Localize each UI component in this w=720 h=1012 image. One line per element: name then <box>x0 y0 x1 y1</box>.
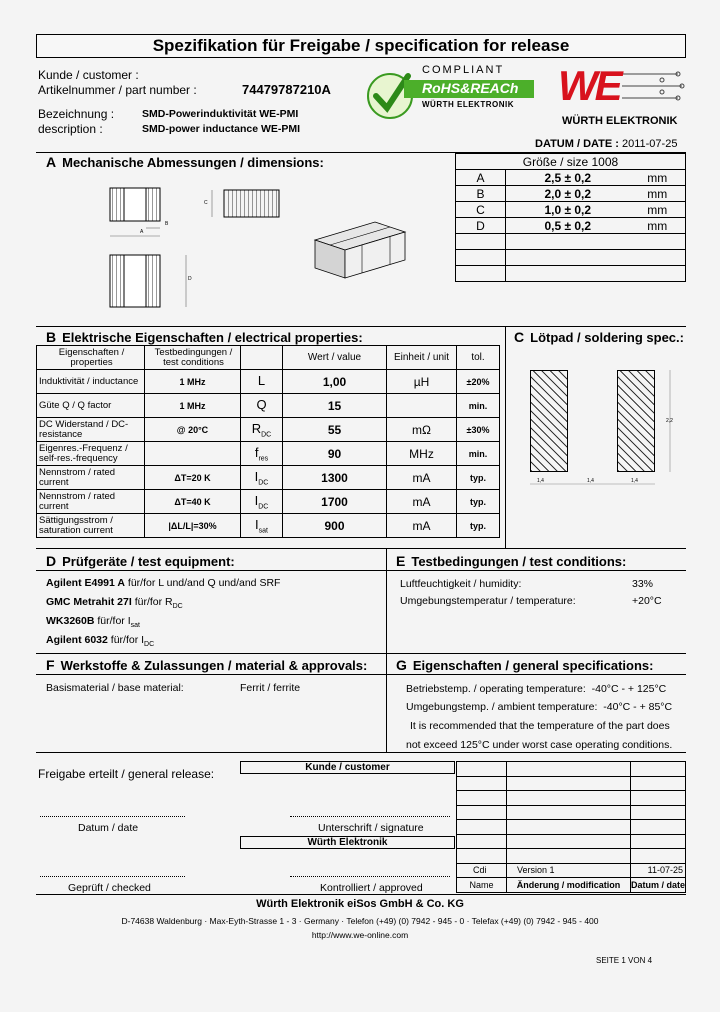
bezeichnung-value: SMD-Powerinduktivität WE-PMI <box>142 108 299 120</box>
divider <box>36 548 686 549</box>
rohs-reach-badge <box>360 64 540 124</box>
list-item <box>46 634 154 648</box>
dim-unit: mm <box>630 170 686 186</box>
pad-dim-3: 1,4 <box>631 478 638 484</box>
device-name: Agilent 6032 <box>46 634 108 646</box>
dim-value: 0,5 ± 0,2 <box>506 218 630 234</box>
page-number: SEITE 1 VON 4 <box>596 956 653 965</box>
tol-cell: min. <box>457 442 500 466</box>
divider <box>36 326 686 327</box>
device-use: für/for I <box>97 615 131 627</box>
temperature-label: Umgebungstemperatur / temperature: <box>400 595 576 607</box>
ambient-temp-label: Umgebungstemp. / ambient temperature: <box>406 701 598 713</box>
operating-temp-value: -40°C - + 125°C <box>591 683 667 695</box>
section-d-letter: D <box>46 553 57 569</box>
divider <box>36 653 686 654</box>
section-d-header <box>46 553 235 569</box>
list-item <box>46 596 183 610</box>
table-row <box>456 170 686 186</box>
cond-cell: 1 MHz <box>145 370 241 394</box>
prop-cell: Sättigungsstrom / saturation current <box>37 514 145 538</box>
ambient-temp <box>406 701 672 713</box>
unit-cell: MHz <box>387 442 457 466</box>
divider <box>386 548 387 752</box>
date-label: DATUM / DATE : <box>535 138 619 150</box>
tol-cell: typ. <box>457 466 500 490</box>
approved-line <box>290 876 450 877</box>
value-cell: 55 <box>283 418 387 442</box>
dim-value: 2,0 ± 0,2 <box>506 186 630 202</box>
pad-dim-4: 2,2 <box>666 418 673 424</box>
signature-line <box>290 816 450 817</box>
symbol-sub: sat <box>258 527 268 535</box>
table-row <box>37 418 500 442</box>
section-a-header <box>46 154 324 170</box>
rev-footer-change: Änderung / modification <box>507 878 631 893</box>
cond-cell: |ΔL/L|=30% <box>145 514 241 538</box>
customer-label: Kunde / customer : <box>38 68 139 82</box>
value-cell: 1,00 <box>283 370 387 394</box>
section-c-title: Lötpad / soldering spec.: <box>530 330 684 345</box>
dim-value: 1,0 ± 0,2 <box>506 202 630 218</box>
table-row <box>456 186 686 202</box>
approved-label: Kontrolliert / approved <box>320 882 423 894</box>
cond-cell: 1 MHz <box>145 394 241 418</box>
symbol-cell: R <box>251 420 262 436</box>
list-item <box>46 577 280 591</box>
rev-date: 11-07-25 <box>631 863 686 878</box>
dim-label-a: A <box>140 229 144 235</box>
tol-cell: ±30% <box>457 418 500 442</box>
dim-unit: mm <box>630 202 686 218</box>
symbol-cell: L <box>257 372 266 388</box>
rev-footer-date: Datum / date <box>631 878 686 893</box>
rev-change: Version 1 <box>507 863 631 878</box>
date-line <box>40 816 185 817</box>
section-b-title: Elektrische Eigenschaften / electrical properties: <box>62 330 363 345</box>
tol-cell: min. <box>457 394 500 418</box>
symbol-cell: I <box>254 492 259 508</box>
dim-key: B <box>456 186 506 202</box>
table-row <box>457 878 686 893</box>
section-d-title: Prüfgeräte / test equipment: <box>62 554 235 569</box>
unit-cell: mA <box>387 514 457 538</box>
table-row <box>37 514 500 538</box>
customer-header: Kunde / customer <box>240 761 455 774</box>
section-b-letter: B <box>46 329 57 345</box>
dim-unit: mm <box>630 218 686 234</box>
we-logo <box>558 62 688 112</box>
temperature-note-2: not exceed 125°C under worst case operating conditions. <box>406 739 673 751</box>
temperature-note-1: It is recommended that the temperature of the part does <box>410 720 670 732</box>
date-sign-label: Datum / date <box>78 822 139 834</box>
prop-cell: Nennstrom / rated current <box>37 490 145 514</box>
device-sub: sat <box>130 622 140 630</box>
prop-cell: Eigenres.-Frequenz / self-res.-frequency <box>37 442 145 466</box>
tol-cell: ±20% <box>457 370 500 394</box>
pad-dim-2: 1,4 <box>587 478 594 484</box>
col-prop: Eigenschaften / properties <box>37 346 145 370</box>
col-tol: tol. <box>457 346 500 370</box>
rev-footer-name: Name <box>457 878 507 893</box>
dimensions-table <box>455 153 686 282</box>
section-e-title: Testbedingungen / test conditions: <box>411 554 627 569</box>
divider <box>36 674 686 675</box>
divider <box>505 326 506 548</box>
dim-label-b: B <box>165 221 169 227</box>
value-cell: 90 <box>283 442 387 466</box>
checked-label: Geprüft / checked <box>68 882 151 894</box>
prop-cell: DC Widerstand / DC-resistance <box>37 418 145 442</box>
device-name: WK3260B <box>46 615 95 627</box>
section-f-letter: F <box>46 657 55 673</box>
pad-dim-1: 1,4 <box>537 478 544 484</box>
divider <box>36 570 686 571</box>
date-row <box>535 138 677 150</box>
part-number-label: Artikelnummer / part number : <box>38 83 197 97</box>
dim-label-d: D <box>188 276 192 282</box>
dim-unit: mm <box>630 186 686 202</box>
device-sub: DC <box>144 641 155 649</box>
wurth-header: Würth Elektronik <box>240 836 455 849</box>
tol-cell: typ. <box>457 514 500 538</box>
operating-temp-label: Betriebstemp. / operating temperature: <box>406 683 586 695</box>
symbol-cell: Q <box>256 396 267 412</box>
electrical-properties-table <box>36 345 500 538</box>
prop-cell: Induktivität / inductance <box>37 370 145 394</box>
dim-value: 2,5 ± 0,2 <box>506 170 630 186</box>
device-use: für/for L und/and Q und/and SRF <box>127 577 281 589</box>
table-row <box>37 370 500 394</box>
col-unit: Einheit / unit <box>387 346 457 370</box>
section-e-header <box>396 553 626 569</box>
device-name: GMC Metrahit 27I <box>46 596 132 608</box>
section-a-letter: A <box>46 154 57 170</box>
prop-cell: Nennstrom / rated current <box>37 466 145 490</box>
section-b-header <box>46 329 363 345</box>
base-material-label: Basismaterial / base material: <box>46 682 184 694</box>
temperature-value: +20°C <box>632 595 662 607</box>
symbol-cell: I <box>254 468 259 484</box>
signature-sign-label: Unterschrift / signature <box>318 822 424 834</box>
date-value: 2011-07-25 <box>621 138 678 150</box>
ambient-temp-value: -40°C - + 85°C <box>603 701 673 713</box>
section-e-letter: E <box>396 553 406 569</box>
bezeichnung-label: Bezeichnung : <box>38 107 115 121</box>
table-row <box>456 218 686 234</box>
dim-key: A <box>456 170 506 186</box>
description-label: description : <box>38 122 103 136</box>
page-title: Spezifikation für Freigabe / specification for release <box>36 34 686 58</box>
table-row <box>37 442 500 466</box>
mechanical-drawing <box>100 180 440 315</box>
dim-label-c: C <box>204 200 208 206</box>
rohs-reach-text: RoHS&REACh <box>422 80 519 96</box>
prop-cell: Güte Q / Q factor <box>37 394 145 418</box>
symbol-sub: DC <box>258 503 269 511</box>
table-row <box>456 202 686 218</box>
value-cell: 1300 <box>283 466 387 490</box>
symbol-cell: I <box>255 516 259 532</box>
description-value: SMD-power inductance WE-PMI <box>142 123 301 135</box>
cond-cell: ΔT=40 K <box>145 490 241 514</box>
divider <box>36 752 686 753</box>
symbol-cell: f <box>254 444 259 460</box>
section-f-title: Werkstoffe & Zulassungen / material & approvals: <box>60 658 368 673</box>
unit-cell: µH <box>387 370 457 394</box>
table-row <box>37 394 500 418</box>
soldering-dimensions <box>520 360 690 495</box>
humidity-value: 33% <box>632 578 654 590</box>
dim-key: C <box>456 202 506 218</box>
operating-temp <box>406 683 666 695</box>
compliant-sub: WÜRTH ELEKTRONIK <box>422 100 514 109</box>
checked-line <box>40 876 185 877</box>
col-cond: Testbedingungen / test conditions <box>145 346 241 370</box>
unit-cell: mA <box>387 466 457 490</box>
col-value: Wert / value <box>283 346 387 370</box>
rev-name: Cdi <box>457 863 507 878</box>
company-url[interactable]: http://www.we-online.com <box>311 930 409 940</box>
section-c-letter: C <box>514 329 525 345</box>
value-cell: 15 <box>283 394 387 418</box>
device-sub: DC <box>172 603 183 611</box>
list-item <box>46 615 140 629</box>
cond-cell: ΔT=20 K <box>145 466 241 490</box>
compliant-text: COMPLIANT <box>422 64 505 76</box>
value-cell: 900 <box>283 514 387 538</box>
humidity-label: Luftfeuchtigkeit / humidity: <box>400 578 522 590</box>
revision-table <box>456 761 686 893</box>
section-c-header <box>514 329 684 345</box>
symbol-sub: DC <box>258 479 269 487</box>
base-material-value: Ferrit / ferrite <box>240 682 301 694</box>
section-g-title: Eigenschaften / general specifications: <box>412 658 654 673</box>
company-address: D-74638 Waldenburg · Max-Eyth-Strasse 1 - 3 · Germany · Telefon (+49) (0) 7942 - 945 - 0 · Telefax (+49) (0) 7942 - 945 - 400 <box>121 916 599 926</box>
cond-cell <box>145 442 241 466</box>
table-row <box>37 490 500 514</box>
section-g-header <box>396 657 653 673</box>
device-name: Agilent E4991 A <box>46 577 125 589</box>
table-row <box>457 863 686 878</box>
tol-cell: typ. <box>457 490 500 514</box>
company-name: Würth Elektronik eiSos GmbH & Co. KG <box>256 898 464 910</box>
table-row <box>37 466 500 490</box>
part-number: 74479787210A <box>242 82 331 97</box>
device-use: für/for R <box>134 596 173 608</box>
unit-cell: mA <box>387 490 457 514</box>
cond-cell: @ 20°C <box>145 418 241 442</box>
unit-cell: mΩ <box>387 418 457 442</box>
dim-key: D <box>456 218 506 234</box>
symbol-sub: res <box>258 455 269 463</box>
symbol-sub: DC <box>261 431 272 439</box>
unit-cell <box>387 394 457 418</box>
size-header: Größe / size 1008 <box>456 154 686 170</box>
section-g-letter: G <box>396 657 407 673</box>
release-label: Freigabe erteilt / general release: <box>38 767 215 781</box>
device-use: für/for I <box>110 634 145 646</box>
section-a-title: Mechanische Abmessungen / dimensions: <box>62 155 324 170</box>
brand-name: WÜRTH ELEKTRONIK <box>562 115 678 127</box>
value-cell: 1700 <box>283 490 387 514</box>
section-f-header <box>46 657 367 673</box>
we-logo-text: WE <box>558 62 620 109</box>
divider <box>36 894 686 895</box>
